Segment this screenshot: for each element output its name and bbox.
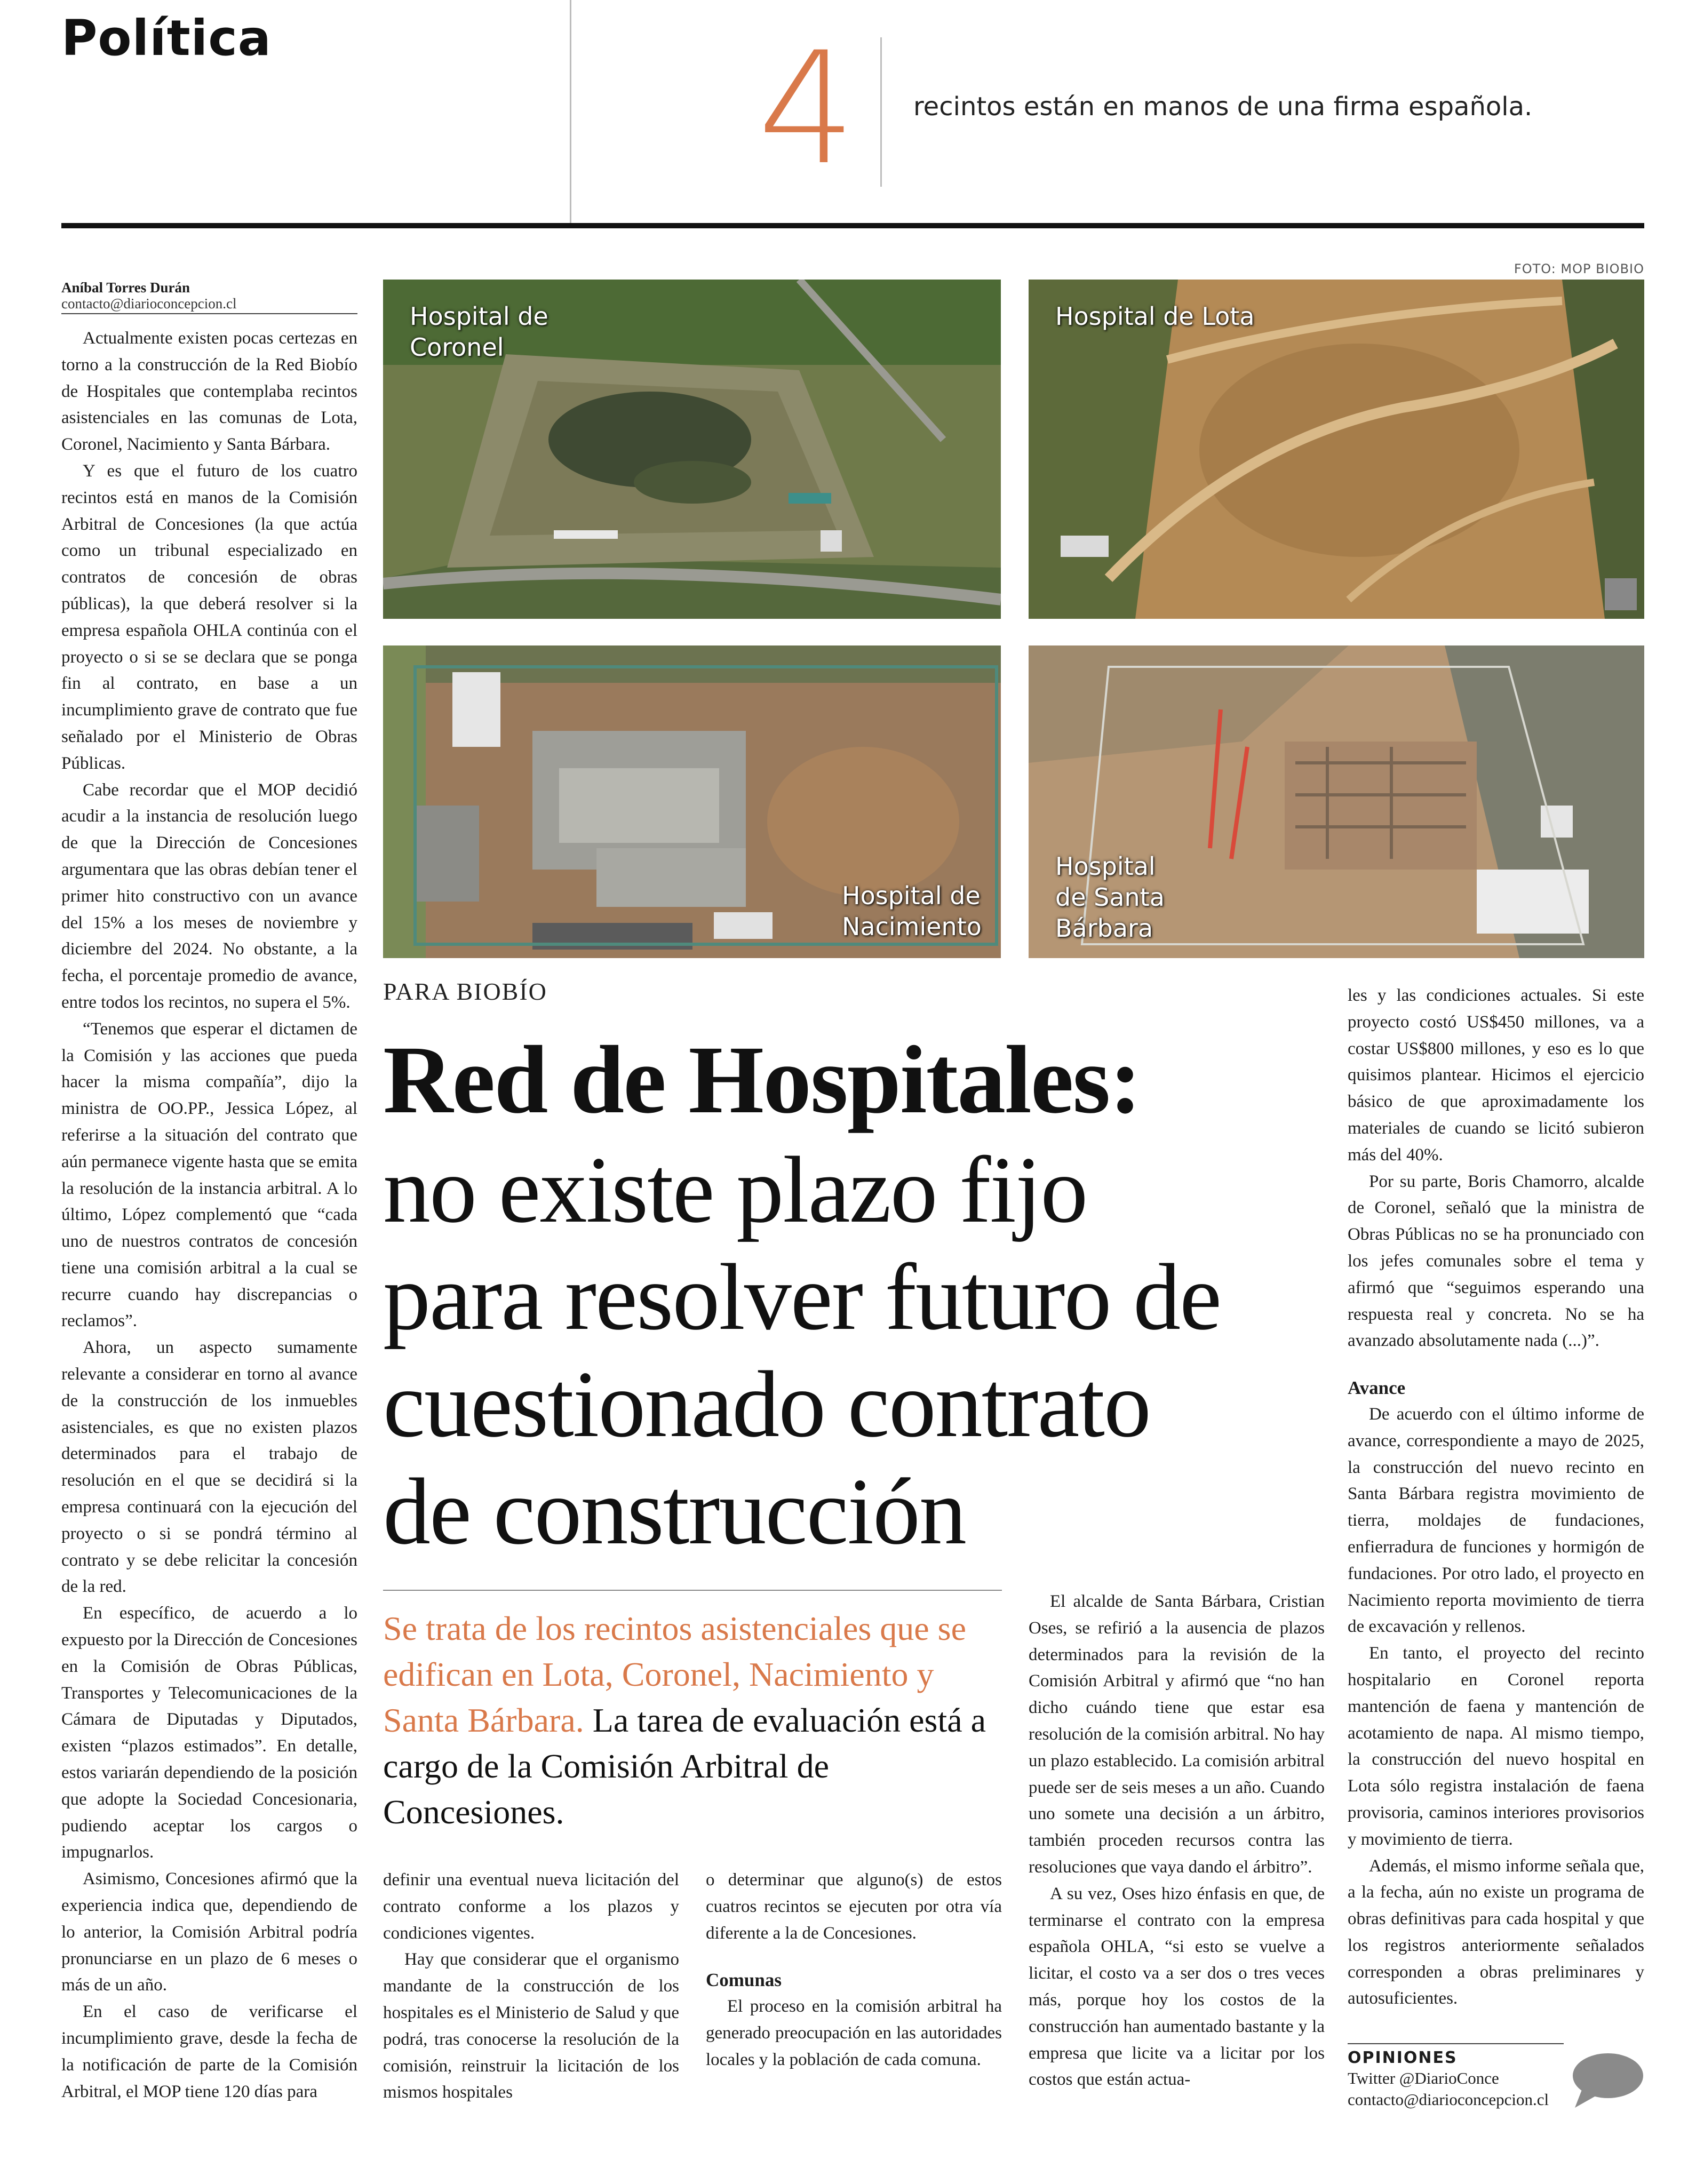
byline-email: contacto@diarioconcepcion.cl bbox=[61, 296, 237, 312]
article-column-1 bbox=[61, 325, 357, 2105]
subhead-text: La tarea de evaluación está a cargo de la Comisión Arbitral de Concesiones. bbox=[383, 1701, 986, 1831]
paragraph: Y es que el futuro de los cuatro recintos está en manos de la Comisión Arbitral de Concesiones (la que actúa como un tribunal especializado en contratos de concesión de obras públicas), la que deberá resolver si la empresa española OHLA continúa con el proyecto o si se se declara que se ponga fin al contrato, en base a un incumplimiento grave de contrato que fue señalado por el Ministerio de Obras Públicas. bbox=[61, 461, 357, 773]
paragraph: Asimismo, Concesiones afirmó que la experiencia indica que, dependiendo de lo anterior, la Comisión Arbitral podría pronunciarse en un plazo de 6 meses o más de un año. bbox=[61, 1869, 357, 1995]
section-title: Política bbox=[61, 10, 272, 67]
paragraph: definir una eventual nueva licitación del contrato conforme a los plazos y condiciones vigentes. bbox=[383, 1870, 679, 1943]
article-column-4 bbox=[1029, 1589, 1325, 2093]
article-column-5 bbox=[1348, 983, 1644, 2012]
opinions-twitter[interactable]: Twitter @DiarioConce bbox=[1348, 2069, 1499, 2087]
photo-hospital-nacimiento bbox=[383, 645, 1001, 958]
paragraph: En específico, de acuerdo a lo expuesto por la Dirección de Concesiones en la Comisión de Obras Públicas, Transportes y Telecomunicaciones de la Cámara de Diputadas y Diputados, existen “plazos estimados”. En detalle, estos variarán dependiendo de la posición que adopte la Sociedad Concesionaria, pudiendo aceptar los cargos o impugnarlos. bbox=[61, 1604, 357, 1862]
paragraph: El proceso en la comisión arbitral ha generado preocupación en las autoridades locales y la población de cada comuna. bbox=[706, 1997, 1002, 2069]
section-heading: Comunas bbox=[706, 1970, 782, 1991]
article-column-3 bbox=[706, 1867, 1002, 2074]
paragraph: El alcalde de Santa Bárbara, Cristian Oses, se refirió a la ausencia de plazos determinados para la revisión de la Comisión Arbitral y afirmó que “no han dicho cuándo tiene que estar esa resolución de la comisión arbitral. No hay un plazo establecido. La comisión arbitral puede ser de seis meses a un año. Cuando uno somete una decisión a un árbitro, también proceden recursos contra las resoluciones que vaya dando el árbitro”. bbox=[1029, 1592, 1325, 1877]
paragraph: “Tenemos que esperar el dictamen de la Comisión y las acciones que pueda hacer la misma compañía”, dijo la ministra de OO.PP., Jessica López, al referirse a la situación del contrato que aún permanece vigente hasta que se emita la resolución de la instancia arbitral. A lo último, López complementó que “cada uno de nuestros contratos de concesión tiene una comisión arbitral a la cual se recurre cuando hay discrepancias o reclamos”. bbox=[61, 1019, 357, 1331]
paragraph: Actualmente existen pocas certezas en torno a la construcción de la Red Biobío de Hospitales que contemplaba recintos asistenciales en las comunas de Lota, Coronel, Nacimiento y Santa Bárbara. bbox=[61, 329, 357, 455]
section-heading: Avance bbox=[1348, 1377, 1406, 1399]
paragraph: o determinar que alguno(s) de estos cuatros recintos se ejecuten por otra vía diferente a la de Concesiones. bbox=[706, 1870, 1002, 1943]
byline-author: Aníbal Torres Durán bbox=[61, 280, 190, 296]
photo-label: Hospital de Lota bbox=[1055, 302, 1255, 331]
opinions-title: OPINIONES bbox=[1348, 2049, 1458, 2067]
subhead-rule bbox=[383, 1590, 1002, 1591]
paragraph: Ahora, un aspecto sumamente relevante a considerar en torno al avance de la construcción de los inmuebles asistenciales, es que no existen plazos determinados para el trabajo de resolución en el que se decidirá si la empresa continuará con la ejecución del proyecto o si se pondrá término al contrato y se debe relicitar la concesión de la red. bbox=[61, 1338, 357, 1597]
header-divider bbox=[880, 37, 882, 187]
paragraph: Además, el mismo informe señala que, a la fecha, aún no existe un programa de obras definitivas para cada hospital y que los registros anteriormente señalados corresponden a obras preliminares y autosuficientes. bbox=[1348, 1856, 1644, 2008]
headline-line: para resolver futuro de bbox=[383, 1244, 1221, 1350]
article-column-2 bbox=[383, 1867, 679, 2106]
photo-label: Hospital de Coronel bbox=[410, 302, 548, 362]
opinions-email[interactable]: contacto@diarioconcepcion.cl bbox=[1348, 2090, 1549, 2109]
headline-line: no existe plazo fijo bbox=[383, 1137, 1087, 1242]
paragraph: Cabe recordar que el MOP decidió acudir a la instancia de resolución luego de que la Dirección de Concesiones argumentara que las obras debían tener el primer hito constructivo con un avance del 15% a los meses de noviembre y diciembre del 2024. No obstante, a la fecha, el porcentaje promedio de avance, entre todos los recintos, no supera el 5%. bbox=[61, 780, 357, 1012]
photo-hospital-lota bbox=[1029, 280, 1644, 619]
photo-credit: FOTO: MOP BIOBIO bbox=[1514, 261, 1644, 276]
header-divider bbox=[570, 0, 571, 224]
paragraph: A su vez, Oses hizo énfasis en que, de terminarse el contrato con la empresa española OHLA, “si esto se vuelve a licitar, el costo va a ser dos o tres veces más, porque hoy los costos de la construcción han aumentado bastante y la empresa que licite va a licitar por los costos que están actua- bbox=[1029, 1884, 1325, 2090]
paragraph: les y las condiciones actuales. Si este proyecto costó US$450 millones, va a costar US$800 millones, y eso es lo que quisimos plantear. Hicimos el ejercicio básico de que aproximadamente los materiales de cuando se licitó subieron más del 40%. bbox=[1348, 986, 1644, 1165]
opinions-rule bbox=[1348, 2043, 1564, 2044]
photo-hospital-coronel bbox=[383, 280, 1001, 619]
speech-bubble-icon bbox=[1568, 2051, 1644, 2110]
header-rule bbox=[61, 223, 1644, 228]
headline-bold: Red de Hospitales: bbox=[383, 1026, 1141, 1134]
photo-label: Hospital de Nacimiento bbox=[842, 881, 982, 941]
subhead-accent: Se trata de los recintos asistenciales que se edifican en Lota, Coronel, Nacimiento y Santa Bárbara. bbox=[383, 1609, 966, 1739]
paragraph: Por su parte, Boris Chamorro, alcalde de Coronel, señaló que la ministra de Obras Públicas no se ha pronunciado con los jefes comunales sobre el tema y afirmó que “seguimos esperando una respuesta real y concreta. No se ha avanzado absolutamente nada (...)”. bbox=[1348, 1171, 1644, 1351]
paragraph: En el caso de verificarse el incumplimiento grave, desde la fecha de la notificación de parte de la Comisión Arbitral, el MOP tiene 120 días para bbox=[61, 2002, 357, 2101]
paragraph: De acuerdo con el último informe de avance, correspondiente a mayo de 2025, la construcción del nuevo recinto en Santa Bárbara registra movimiento de tierra, moldajes de fundaciones, enfierradura de funciones y hormigón de fundaciones. Por otro lado, el proyecto en Nacimiento reporta movimiento de tierra de excavación y rellenos. bbox=[1348, 1404, 1644, 1637]
big-number: 4 bbox=[758, 19, 856, 199]
subhead bbox=[383, 1606, 1002, 1835]
photo-hospital-santa-barbara bbox=[1029, 645, 1644, 958]
number-caption: recintos están en manos de una firma española. bbox=[913, 92, 1533, 122]
kicker: PARA BIOBÍO bbox=[383, 978, 547, 1005]
paragraph: En tanto, el proyecto del recinto hospitalario en Coronel reporta mantención de faena y mantención de acotamiento de napa. Al mismo tiempo, la construcción del nuevo hospital en Lota sólo registra instalación de faena provisoria, caminos interiores provisorios y movimiento de tierra. bbox=[1348, 1644, 1644, 1849]
photo-label: Hospital de Santa Bárbara bbox=[1055, 852, 1165, 943]
byline-rule bbox=[61, 313, 357, 314]
headline-line: de construcción bbox=[383, 1458, 966, 1564]
headline bbox=[383, 1136, 1322, 1565]
headline-line: cuestionado contrato bbox=[383, 1351, 1150, 1457]
paragraph: Hay que considerar que el organismo mandante de la construcción de los hospitales es el Ministerio de Salud y que podrá, tras conocerse la resolución de la comisión, reinstruir la licitación de los mismos hospitales bbox=[383, 1950, 679, 2102]
